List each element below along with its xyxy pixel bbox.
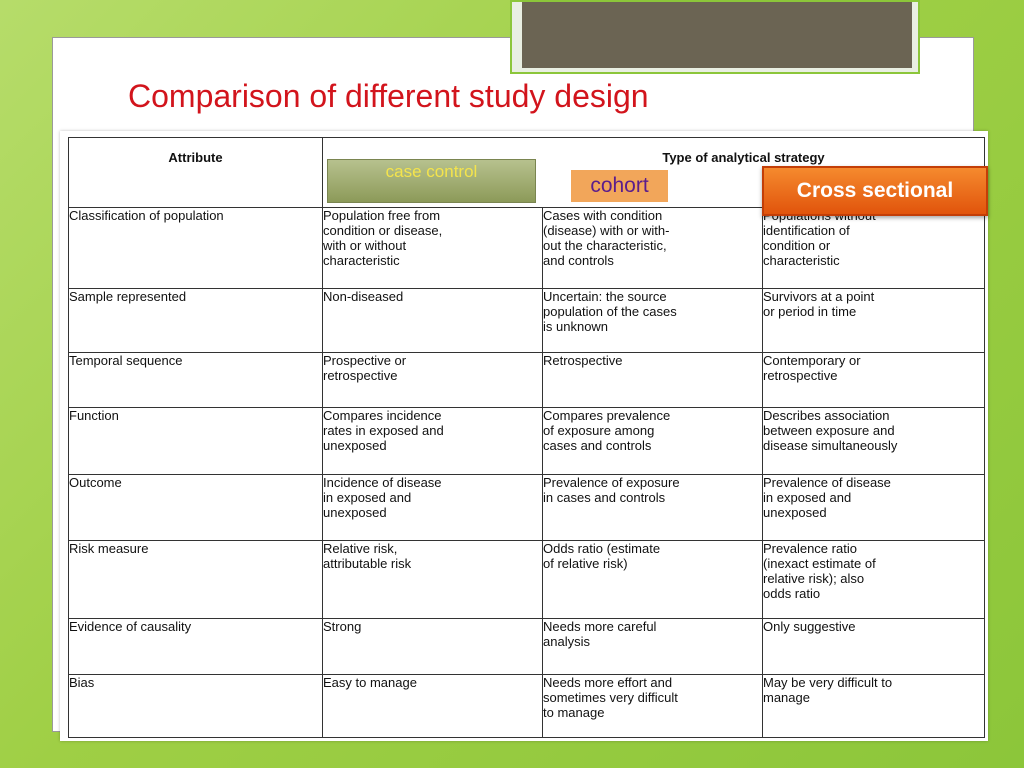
table-row xyxy=(69,541,985,619)
attribute-cell: Outcome xyxy=(69,475,323,541)
attribute-cell: Temporal sequence xyxy=(69,353,323,408)
cross-sectional-cell: May be very difficult to manage xyxy=(763,675,985,738)
table-row xyxy=(69,289,985,353)
cohort-cell: Compares prevalence of exposure among cases and controls xyxy=(543,408,763,475)
comparison-table xyxy=(68,137,985,738)
case-control-cell: Easy to manage xyxy=(323,675,543,738)
cohort-cell: Cases with condition (disease) with or with- out the characteristic, and controls xyxy=(543,208,763,289)
case-control-cell: Non-diseased xyxy=(323,289,543,353)
cross-sectional-cell: identification of condition or characteristic xyxy=(763,208,985,289)
cohort-cell: Retrospective xyxy=(543,353,763,408)
cohort-cell: Prevalence of exposure in cases and controls xyxy=(543,475,763,541)
cross-sectional-label: Cross sectional xyxy=(762,166,988,216)
case-control-label-text: case control xyxy=(385,162,478,181)
cohort-cell: Odds ratio (estimate of relative risk) xyxy=(543,541,763,619)
attribute-cell: Classification of population xyxy=(69,208,323,289)
case-control-cell: Incidence of disease in exposed and unexposed xyxy=(323,475,543,541)
case-control-cell: Population free from condition or disease, with or without characteristic xyxy=(323,208,543,289)
cohort-cell: Needs more careful analysis xyxy=(543,619,763,675)
cohort-cell: Needs more effort and sometimes very difficult to manage xyxy=(543,675,763,738)
attribute-cell: Risk measure xyxy=(69,541,323,619)
table-row xyxy=(69,353,985,408)
table-row xyxy=(69,475,985,541)
cross-sectional-cell: Describes association between exposure and disease simultaneously xyxy=(763,408,985,475)
cohort-label: cohort xyxy=(571,170,668,202)
table-row xyxy=(69,675,985,738)
header-attribute: Attribute xyxy=(69,138,323,208)
case-control-cell: Prospective or retrospective xyxy=(323,353,543,408)
photo-placeholder xyxy=(522,2,912,68)
table-row xyxy=(69,408,985,475)
attribute-cell: Function xyxy=(69,408,323,475)
cross-sectional-cell: Survivors at a point or period in time xyxy=(763,289,985,353)
header-strategy-text: Type of analytical strategy xyxy=(662,150,825,165)
cross-sectional-cell: Contemporary or retrospective xyxy=(763,353,985,408)
attribute-cell: Bias xyxy=(69,675,323,738)
photo-frame xyxy=(510,0,920,74)
cross-sectional-cell: Prevalence of disease in exposed and unexposed xyxy=(763,475,985,541)
cross-sectional-cell: Only suggestive xyxy=(763,619,985,675)
slide-title: Comparison of different study design xyxy=(128,78,649,114)
table-row xyxy=(69,619,985,675)
attribute-cell: Sample represented xyxy=(69,289,323,353)
case-control-cell: Relative risk, attributable risk xyxy=(323,541,543,619)
table-row xyxy=(69,208,985,289)
cohort-cell: Uncertain: the source population of the cases is unknown xyxy=(543,289,763,353)
case-control-label xyxy=(327,159,536,203)
attribute-cell: Evidence of causality xyxy=(69,619,323,675)
case-control-cell: Compares incidence rates in exposed and unexposed xyxy=(323,408,543,475)
cross-sectional-cell: Prevalence ratio (inexact estimate of relative risk); also odds ratio xyxy=(763,541,985,619)
case-control-cell: Strong xyxy=(323,619,543,675)
table-body xyxy=(69,208,985,738)
